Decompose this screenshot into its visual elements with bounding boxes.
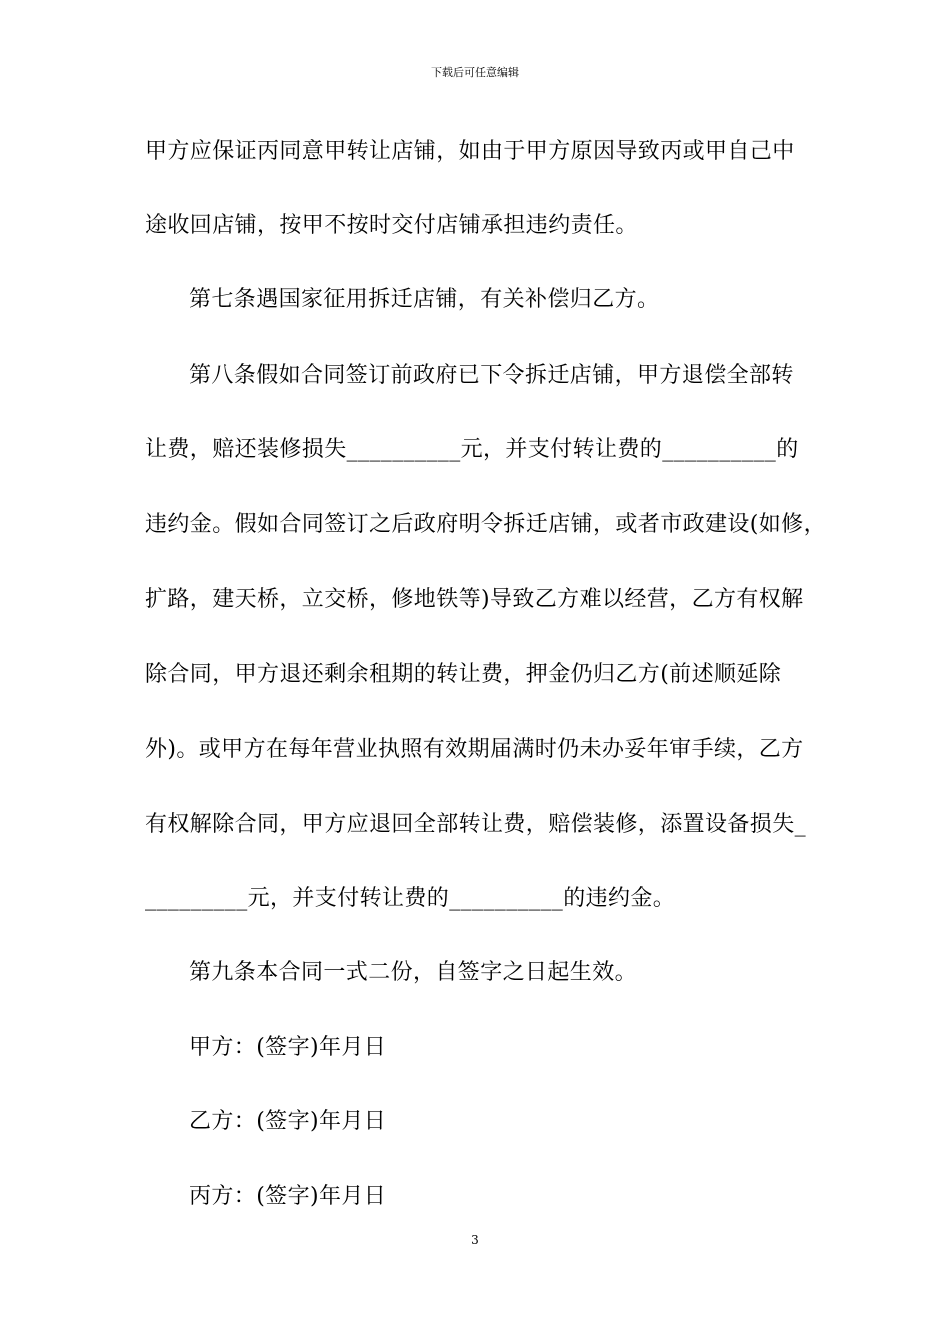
page-header-note: 下载后可任意编辑 bbox=[431, 66, 519, 79]
paragraph-line: 违约金。假如合同签订之后政府明令拆迁店铺，或者市政建设(如修， bbox=[145, 512, 826, 537]
paragraph-line: 除合同，甲方退还剩余租期的转让费，押金仍归乙方(前述顺延除 bbox=[145, 662, 782, 687]
paragraph-line: _________元，并支付转让费的__________的违约金。 bbox=[145, 886, 676, 911]
paragraph-line: 扩路，建天桥，立交桥，修地铁等)导致乙方难以经营，乙方有权解 bbox=[145, 587, 804, 612]
clause-7-line: 第七条遇国家征用拆迁店铺，有关补偿归乙方。 bbox=[189, 287, 660, 312]
party-a-signature-line: 甲方：(签字)年月日 bbox=[189, 1035, 387, 1060]
paragraph-line: 外)。或甲方在每年营业执照有效期届满时仍未办妥年审手续，乙方 bbox=[145, 737, 804, 762]
page-number: 3 bbox=[471, 1233, 479, 1247]
paragraph-line: 甲方应保证丙同意甲转让店铺，如由于甲方原因导致丙或甲自己中 bbox=[145, 139, 795, 164]
clause-9-line: 第九条本合同一式二份，自签字之日起生效。 bbox=[189, 960, 638, 985]
party-b-signature-line: 乙方：(签字)年月日 bbox=[189, 1109, 387, 1134]
paragraph-line: 途收回店铺，按甲不按时交付店铺承担违约责任。 bbox=[145, 213, 638, 238]
party-c-signature-line: 丙方：(签字)年月日 bbox=[189, 1184, 387, 1209]
clause-8-line: 第八条假如合同签订前政府已下令拆迁店铺，甲方退偿全部转 bbox=[189, 363, 794, 388]
paragraph-line: 有权解除合同，甲方应退回全部转让费，赔偿装修，添置设备损失_ bbox=[145, 812, 807, 837]
paragraph-line: 让费，赔还装修损失__________元，并支付转让费的__________的 bbox=[145, 437, 799, 462]
